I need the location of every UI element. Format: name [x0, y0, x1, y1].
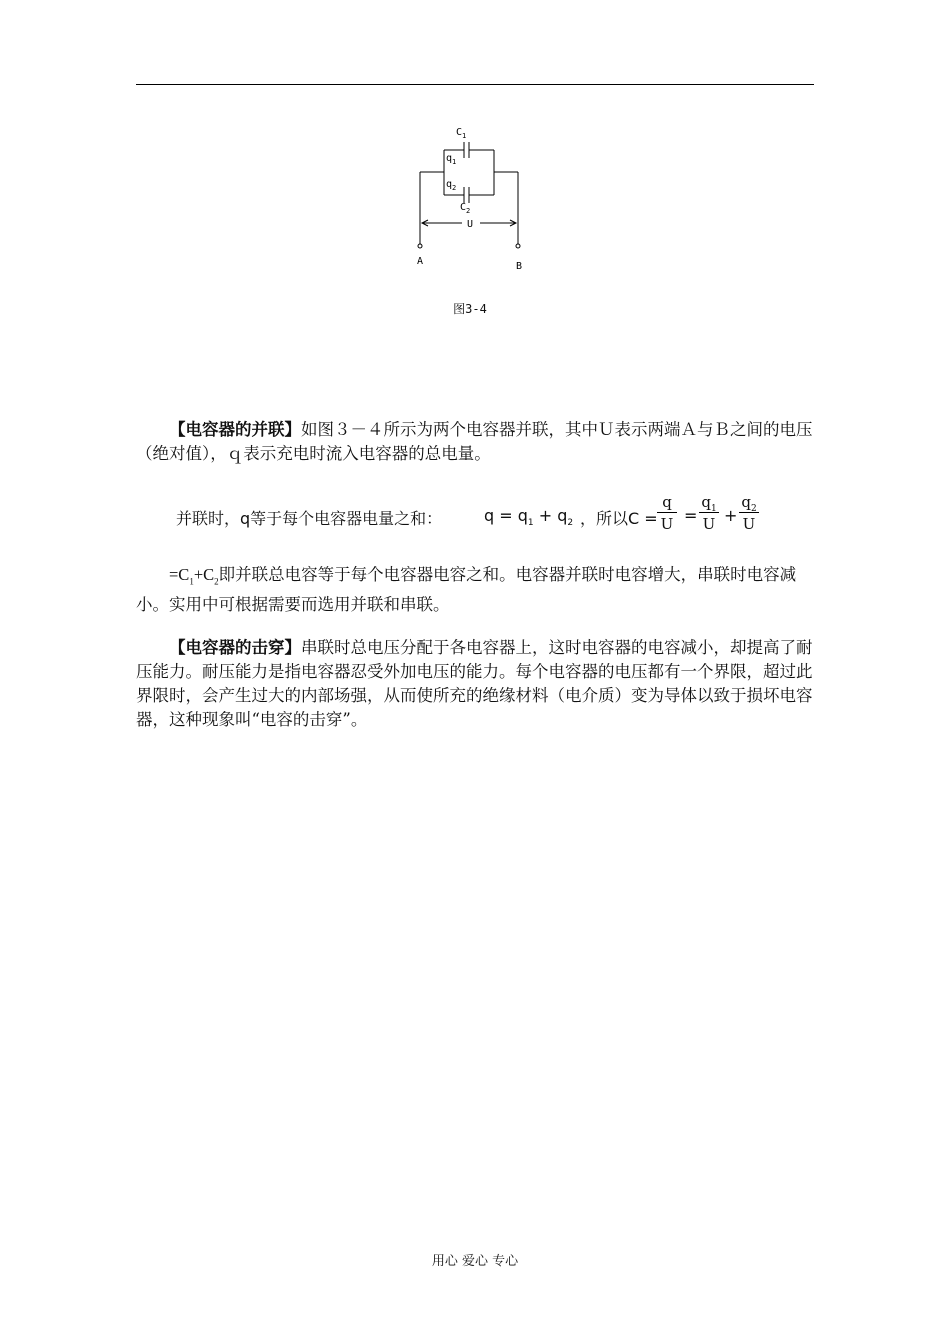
paragraph-parallel-body: 如图３－４所示为两个电容器并联，其中Ｕ表示两端Ａ与Ｂ之间的电压（绝对值），ｑ表示充电时流入电容器的总电量。 [136, 420, 813, 463]
label-q1: $q_1$ [446, 153, 457, 166]
fraction-q1-over-u: $q_1$ U [696, 492, 722, 533]
label-b: B [516, 261, 523, 272]
fraction-q2-over-u: $q_2$ U [736, 492, 762, 533]
circuit-figure [400, 120, 550, 280]
label-q2: $q_2$ [446, 179, 457, 192]
paragraph-parallel-result [136, 563, 816, 617]
parallel-capacitor-diagram [400, 120, 550, 280]
formula-line [176, 492, 816, 538]
label-a: A [417, 256, 424, 267]
label-u: U [467, 219, 474, 230]
formula-so: ，所以C = [580, 509, 658, 528]
heading-breakdown: 【电容器的击穿】 [169, 638, 301, 657]
paragraph-parallel-result-body: 即并联总电容等于每个电容器电容之和。电容器并联时电容增大，串联时电容减小。实用中可根据需要而选用并联和串联。 [136, 565, 797, 615]
formula-q-sum: $q = q_1 + q_2$ [484, 506, 574, 529]
formula-equals: = [684, 506, 698, 525]
paragraph-breakdown-body: 串联时总电压分配于各电容器上，这时电容器的电容减小，却提高了耐压能力。耐压能力是指电容器忍受外加电压的能力。每个电容器的电压都有一个界限，超过此界限时，会产生过大的内部场强，从而使所充的绝缘材料（电介质）变为导体以致于损坏电容器，这种现象叫“电容的击穿”。 [136, 638, 813, 729]
page-footer: 用心 爱心 专心 [431, 1254, 519, 1269]
label-c2: $C_2$ [460, 202, 471, 215]
heading-parallel: 【电容器的并联】 [169, 420, 301, 439]
header-rule [136, 84, 814, 85]
figure-caption: 图3-4 [453, 302, 487, 316]
paragraph-breakdown [136, 636, 816, 732]
paragraph-parallel [136, 418, 816, 466]
formula-plus: + [724, 506, 738, 525]
label-c1: $C_1$ [456, 127, 467, 140]
capacitance-sum: $=C_1+C_2$ [169, 565, 219, 587]
fraction-q-over-u: q U [654, 492, 680, 533]
formula-lead: 并联时，q等于每个电容器电量之和： [176, 509, 443, 528]
